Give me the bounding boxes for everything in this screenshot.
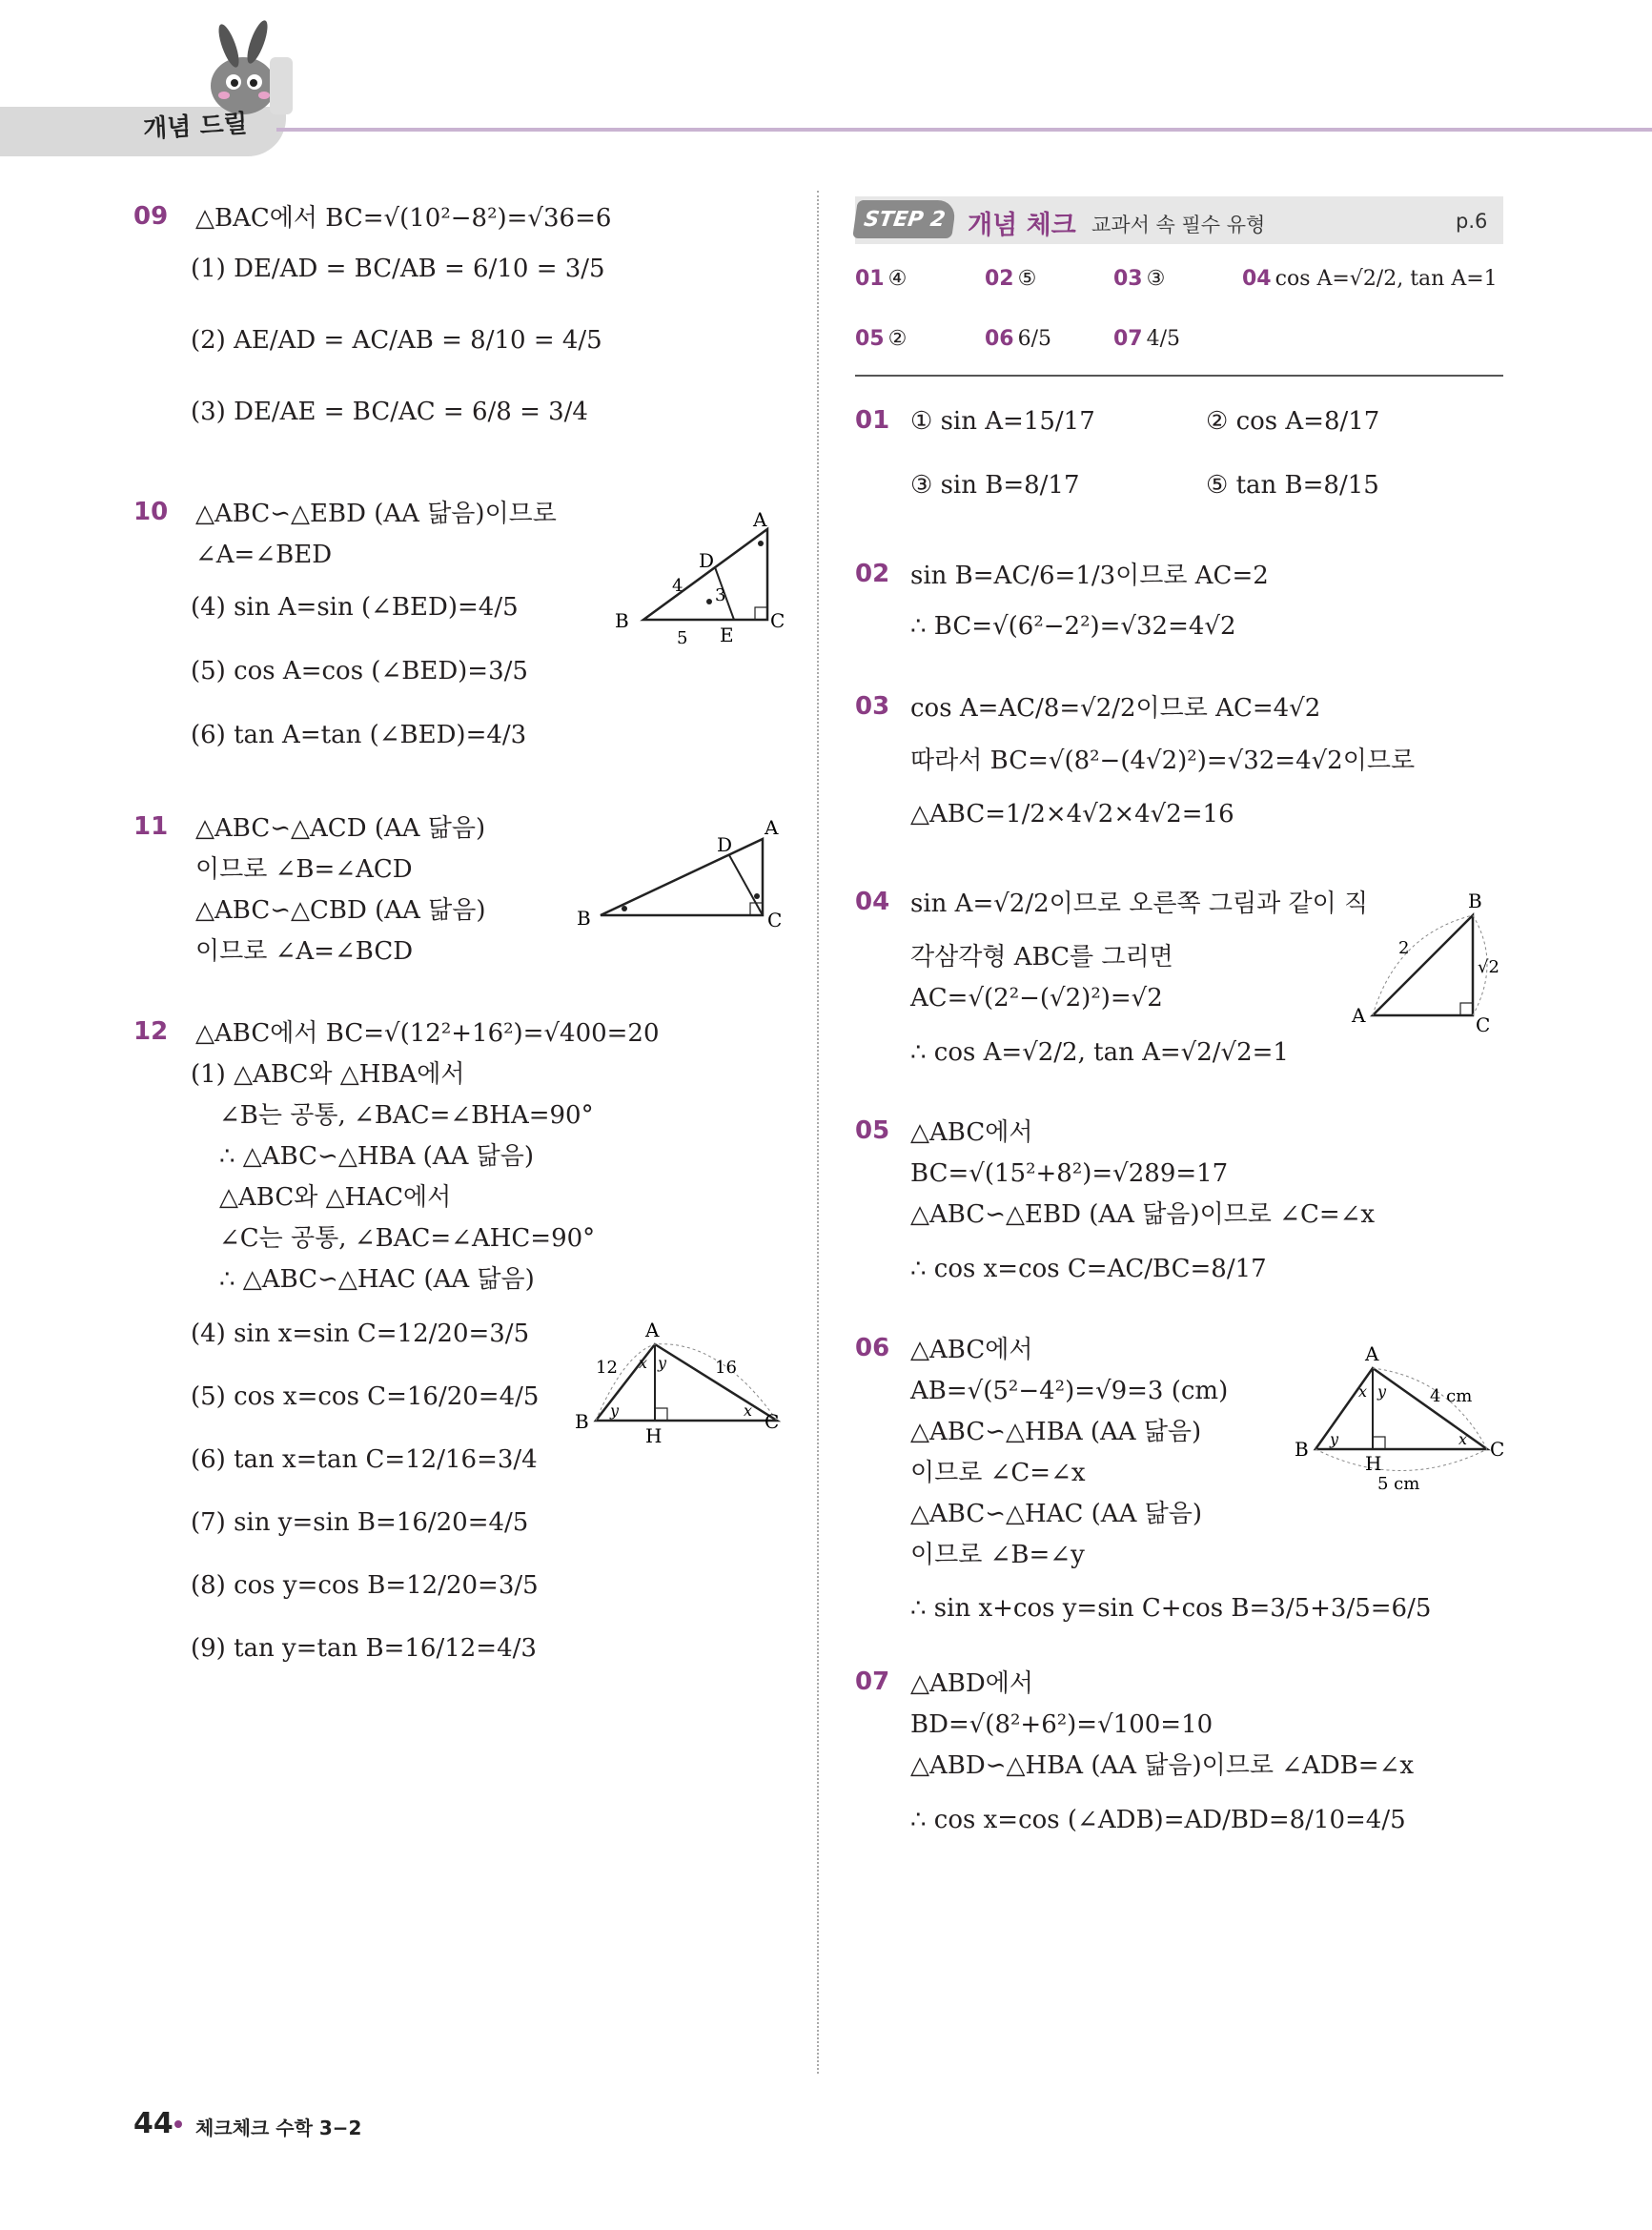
triangle-figure-10 (610, 505, 801, 648)
vertex-label: H (1365, 1452, 1382, 1475)
vertex-label: A (765, 820, 779, 839)
solution-line: ∴ cos x=cos C=AC/BC=8/17 (910, 1255, 1267, 1283)
angle-label: x (639, 1354, 648, 1372)
solution-line: (5) cos A=cos (∠BED)=3/5 (191, 657, 528, 685)
solution-line: (2) AE/AD = AC/AB = 8/10 = 4/5 (191, 326, 602, 355)
problem-number: 11 (133, 812, 169, 841)
solution-line: AC=√(2²−(√2)²)=√2 (910, 984, 1163, 1013)
solution-line: 이므로 ∠A=∠BCD (195, 937, 414, 966)
solution-line: 따라서 BC=√(8²−(4√2)²)=√32=4√2이므로 (910, 747, 1416, 775)
solution-line: ② cos A=8/17 (1206, 407, 1380, 436)
book-title: 체크체크 수학 3−2 (195, 2117, 362, 2139)
solution-line: (1) △ABC와 △HBA에서 (191, 1060, 465, 1089)
page-number: 44 (133, 2107, 173, 2140)
side-label: 16 (715, 1358, 737, 1378)
answer-item: 03 ③ (1113, 267, 1166, 291)
angle-label: x (1358, 1382, 1368, 1401)
solution-line: ③ sin B=8/17 (910, 471, 1080, 500)
problem-number: 04 (855, 888, 890, 916)
solution-line: △BAC에서 BC=√(10²−8²)=√36=6 (195, 204, 612, 233)
solution-line: △ABD에서 (910, 1669, 1033, 1698)
solution-line: BC=√(15²+8²)=√289=17 (910, 1159, 1229, 1188)
problem-number: 01 (855, 406, 890, 435)
solution-line: (5) cos x=cos C=16/20=4/5 (191, 1382, 540, 1411)
vertex-label: C (1476, 1013, 1491, 1036)
step-tag: STEP 2 (852, 200, 957, 238)
problem-number: 02 (855, 560, 890, 588)
solution-line: △ABC∽△EBD (AA 닮음)이므로 (195, 500, 557, 528)
solution-line: (9) tan y=tan B=16/12=4/3 (191, 1634, 537, 1663)
vertex-label: D (717, 833, 733, 856)
solution-line: △ABC∽△HBA (AA 닮음) (910, 1418, 1202, 1446)
solution-line: ⑤ tan B=8/15 (1206, 471, 1379, 500)
solution-line: (7) sin y=sin B=16/20=4/5 (191, 1508, 529, 1537)
solution-line: △ABC와 △HAC에서 (219, 1183, 452, 1212)
angle-label: y (610, 1401, 620, 1420)
answer-item: 04 cos A=√2/2, tan A=1 (1242, 267, 1498, 291)
solution-line: △ABC=1/2×4√2×4√2=16 (910, 800, 1234, 829)
solution-line: (3) DE/AE = BC/AC = 6/8 = 3/4 (191, 398, 588, 426)
angle-label: x (1458, 1430, 1468, 1448)
vertex-label: A (1365, 1342, 1379, 1365)
problem-number: 03 (855, 692, 890, 721)
bullet-icon (174, 2120, 182, 2128)
vertex-label: B (577, 907, 591, 930)
triangle-figure-04 (1344, 887, 1516, 1039)
side-label: 3 (715, 585, 726, 605)
solution-line: 이므로 ∠B=∠ACD (195, 855, 413, 884)
solution-line: (6) tan x=tan C=12/16=3/4 (191, 1445, 538, 1474)
problem-number: 12 (133, 1017, 169, 1046)
divider-rule (855, 375, 1503, 377)
vertex-label: A (753, 508, 767, 531)
solution-line: ∴ cos x=cos (∠ADB)=AD/BD=8/10=4/5 (910, 1806, 1406, 1834)
solution-line: 이므로 ∠B=∠y (910, 1541, 1085, 1569)
solution-line: AB=√(5²−4²)=√9=3 (cm) (910, 1377, 1229, 1405)
triangle-figure-11 (572, 820, 791, 934)
solution-line: △ABC에서 (910, 1118, 1033, 1147)
vertex-label: B (575, 1410, 589, 1433)
triangle-figure-06 (1287, 1340, 1516, 1492)
solution-line: BD=√(8²+6²)=√100=10 (910, 1710, 1214, 1739)
side-label: 12 (596, 1358, 618, 1378)
solution-line: (6) tan A=tan (∠BED)=4/3 (191, 721, 527, 749)
solution-line: △ABD∽△HBA (AA 닮음)이므로 ∠ADB=∠x (910, 1751, 1415, 1780)
solution-line: ∴ cos A=√2/2, tan A=√2/√2=1 (910, 1038, 1289, 1067)
side-label: 4 (672, 576, 683, 596)
answer-item: 05 ② (855, 327, 908, 351)
triangle-figure-12 (567, 1316, 796, 1449)
problem-number: 07 (855, 1667, 890, 1696)
vertex-label: H (645, 1424, 663, 1447)
problem-number: 10 (133, 498, 169, 526)
side-label: √2 (1478, 957, 1499, 977)
solution-line: ∴ △ABC∽△HAC (AA 닮음) (219, 1265, 535, 1294)
angle-label: y (658, 1354, 667, 1372)
side-label: 5 (677, 628, 688, 648)
angle-label: x (744, 1401, 753, 1420)
vertex-label: C (770, 609, 785, 632)
solution-line: (8) cos y=cos B=12/20=3/5 (191, 1571, 539, 1600)
side-label: 2 (1398, 938, 1410, 958)
header-rule (276, 128, 1652, 132)
solution-line: ∠C는 공통, ∠BAC=∠AHC=90° (219, 1224, 596, 1253)
solution-line: cos A=AC/8=√2/2이므로 AC=4√2 (910, 694, 1321, 723)
vertex-label: C (1490, 1438, 1505, 1461)
solution-line: △ABC에서 (910, 1336, 1033, 1364)
answer-item: 07 4/5 (1113, 327, 1181, 351)
solution-line: ∴ △ABC∽△HBA (AA 닮음) (219, 1142, 534, 1171)
vertex-label: D (699, 549, 715, 572)
solution-line: (4) sin x=sin C=12/20=3/5 (191, 1320, 530, 1348)
solution-line: △ABC에서 BC=√(12²+16²)=√400=20 (195, 1019, 660, 1048)
solution-line: △ABC∽△HAC (AA 닮음) (910, 1500, 1202, 1528)
vertex-label: C (767, 909, 783, 931)
step-page-ref: p.6 (1456, 210, 1488, 233)
problem-number: 06 (855, 1334, 890, 1362)
problem-number: 09 (133, 202, 169, 231)
solution-line: ∴ BC=√(6²−2²)=√32=4√2 (910, 612, 1236, 641)
vertex-label: A (645, 1319, 660, 1341)
vertex-label: B (615, 609, 629, 632)
vertex-label: C (765, 1410, 780, 1433)
solution-line: △ABC∽△CBD (AA 닮음) (195, 896, 486, 925)
column-divider (817, 191, 819, 2074)
answer-item: 06 6/5 (985, 327, 1052, 351)
side-label: 5 cm (1377, 1474, 1420, 1492)
vertex-label: A (1352, 1004, 1366, 1027)
page-title: 개념 드릴 (142, 110, 249, 144)
angle-label: y (1377, 1382, 1387, 1401)
solution-line: sin B=AC/6=1/3이므로 AC=2 (910, 562, 1269, 590)
solution-line: ∴ sin x+cos y=sin C+cos B=3/5+3/5=6/5 (910, 1594, 1432, 1623)
angle-label: y (1330, 1430, 1339, 1448)
vertex-label: B (1295, 1438, 1309, 1461)
step-subtitle: 교과서 속 필수 유형 (1091, 214, 1266, 236)
answer-item: 02 ⑤ (985, 267, 1037, 291)
solution-line: △ABC∽△ACD (AA 닮음) (195, 814, 486, 843)
solution-line: (4) sin A=sin (∠BED)=4/5 (191, 593, 519, 622)
solution-line: ∠B는 공통, ∠BAC=∠BHA=90° (219, 1101, 594, 1130)
solution-line: (1) DE/AD = BC/AB = 6/10 = 3/5 (191, 255, 605, 283)
vertex-label: B (1468, 890, 1482, 912)
problem-number: 05 (855, 1116, 890, 1145)
step-title: 개념 체크 (968, 211, 1076, 240)
vertex-label: E (720, 624, 734, 646)
solution-line: 이므로 ∠C=∠x (910, 1459, 1086, 1487)
solution-line: sin A=√2/2이므로 오른쪽 그림과 같이 직 (910, 890, 1369, 918)
solution-line: 각삼각형 ABC를 그리면 (910, 943, 1173, 972)
answer-item: 01 ④ (855, 267, 908, 291)
side-label: 4 cm (1430, 1386, 1473, 1406)
solution-line: △ABC∽△EBD (AA 닮음)이므로 ∠C=∠x (910, 1200, 1376, 1229)
solution-line: ∠A=∠BED (195, 541, 333, 569)
solution-line: ① sin A=15/17 (910, 407, 1095, 436)
